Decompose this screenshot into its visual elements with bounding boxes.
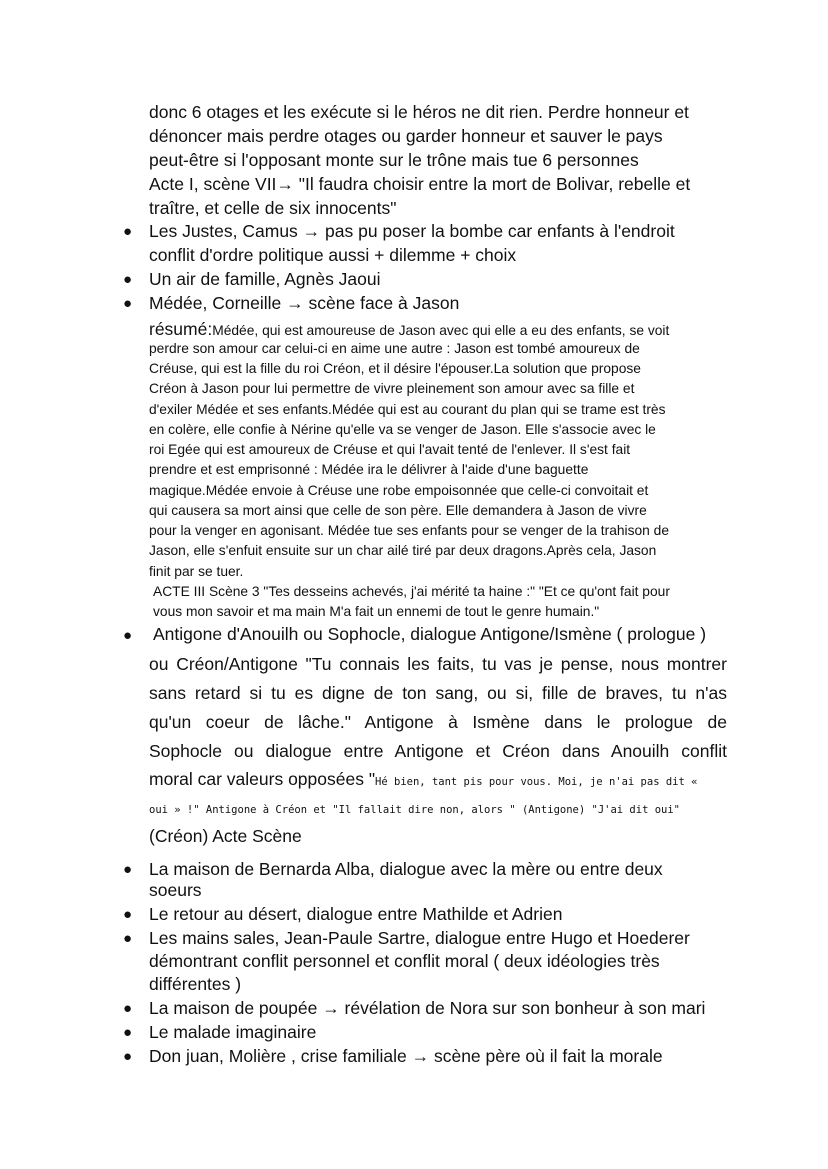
bullet-icon: ●: [123, 906, 133, 923]
bullet-icon: ●: [123, 1024, 133, 1041]
resume-line: roi Egée qui est amoureux de Créuse et qui l'avait tenté de l'enlever. Il s'est fait: [149, 442, 631, 457]
list-item-don-juan: Don juan, Molière , crise familiale → scène père où il fait la morale: [149, 1046, 663, 1066]
resume-line: pour la venger en agonisant. Médée tue ses enfants pour se venger de la trahison de: [149, 523, 670, 538]
resume-label: résumé:: [149, 319, 213, 339]
antigone-line: Sophocle ou dialogue entre Antigone et Créon dans Anouilh conflit: [149, 741, 727, 761]
list-item-medee: Médée, Corneille → scène face à Jason: [149, 293, 460, 313]
bullet-icon: ●: [123, 295, 133, 312]
resume-line: magique.Médée envoie à Créuse une robe empoisonnée que celle-ci convoitait et: [149, 483, 649, 498]
antigone-line: ou Créon/Antigone "Tu connais les faits, tu vas je pense, nous montrer: [149, 654, 727, 674]
antigone-line: Antigone d'Anouilh ou Sophocle, dialogue Antigone/Ismène ( prologue ): [153, 624, 707, 644]
resume-line: Créon à Jason pour lui permettre de vivre pleinement son amour avec sa fille et: [149, 381, 635, 396]
resume-line: d'exiler Médée et ses enfants.Médée qui est au courant du plan qui se trame est très: [149, 402, 666, 417]
list-item-retour: Le retour au désert, dialogue entre Mathilde et Adrien: [149, 904, 563, 924]
list-item-mains-sales-cont: démontrant conflit personnel et conflit moral ( deux idéologies très: [149, 951, 660, 971]
resume-line: Jason, elle s'enfuit ensuite sur un char ailé tiré par deux dragons.Après cela, Jason: [149, 543, 657, 558]
antigone-line: moral car valeurs opposées ": [149, 769, 376, 789]
acte-quote-line: ACTE III Scène 3 "Tes desseins achevés, j'ai mérité ta haine :" "Et ce qu'ont fait pour: [153, 584, 670, 599]
intro-line: traître, et celle de six innocents": [149, 198, 397, 218]
antigone-quote-mono: Hé bien, tant pis pour vous. Moi, je n'ai pas dit «: [375, 776, 698, 788]
intro-line: Acte I, scène VII→ "Il faudra choisir entre la mort de Bolivar, rebelle et: [149, 174, 691, 194]
bullet-icon: ●: [123, 930, 133, 947]
list-item-mains-sales-cont: différentes ): [149, 974, 242, 994]
resume-line: qui causera sa mort ainsi que celle de son père. Elle demandera à Jason de vivre: [149, 503, 647, 518]
list-item-air-famille: Un air de famille, Agnès Jaoui: [149, 269, 381, 289]
list-item-justes-cont: conflit d'ordre politique aussi + dilemme + choix: [149, 245, 517, 265]
bullet-icon: ●: [123, 627, 133, 644]
antigone-line: sans retard si tu es digne de ton sang, ou si, fille de braves, tu n'as: [149, 683, 727, 703]
resume-line: Médée, qui est amoureuse de Jason avec qui elle a eu des enfants, se voit: [212, 323, 670, 338]
list-item-bernarda: La maison de Bernarda Alba, dialogue avec la mère ou entre deux: [149, 859, 663, 879]
bullet-icon: ●: [123, 1048, 133, 1065]
bullet-icon: ●: [123, 1000, 133, 1017]
bullet-icon: ●: [123, 271, 133, 288]
list-item-justes: Les Justes, Camus → pas pu poser la bombe car enfants à l'endroit: [149, 221, 675, 241]
antigone-line: (Créon) Acte Scène: [149, 826, 302, 846]
resume-line: en colère, elle confie à Nérine qu'elle va se venger de Jason. Elle s'associe avec le: [149, 422, 656, 437]
acte-quote-line: vous mon savoir et ma main M'a fait un ennemi de tout le genre humain.": [153, 604, 600, 619]
resume-line: prendre et est emprisonné : Médée ira le délivrer à l'aide d'une baguette: [149, 462, 589, 477]
resume-line: finit par se tuer.: [149, 564, 244, 579]
resume-line: Créuse, qui est la fille du roi Créon, et il désire l'épouser.La solution que propose: [149, 361, 641, 376]
list-item-poupee: La maison de poupée → révélation de Nora sur son bonheur à son mari: [149, 998, 706, 1018]
antigone-line: qu'un coeur de lâche." Antigone à Ismène dans le prologue de: [149, 712, 727, 732]
intro-line: donc 6 otages et les exécute si le héros ne dit rien. Perdre honneur et: [149, 102, 689, 122]
bullet-icon: ●: [123, 861, 133, 878]
list-item-mains-sales: Les mains sales, Jean-Paule Sartre, dialogue entre Hugo et Hoederer: [149, 928, 690, 948]
bullet-icon: ●: [123, 223, 133, 240]
list-item-malade: Le malade imaginaire: [149, 1022, 317, 1042]
resume-line: perdre son amour car celui-ci en aime une autre : Jason est tombé amoureux de: [149, 341, 640, 356]
intro-line: dénoncer mais perdre otages ou garder honneur et sauver le pays: [149, 126, 663, 146]
list-item-bernarda-cont: soeurs: [149, 880, 202, 900]
intro-line: peut-être si l'opposant monte sur le trône mais tue 6 personnes: [149, 150, 639, 170]
antigone-quote-mono: oui » !" Antigone à Créon et "Il fallait dire non, alors " (Antigone) "J'ai dit oui": [149, 804, 681, 816]
